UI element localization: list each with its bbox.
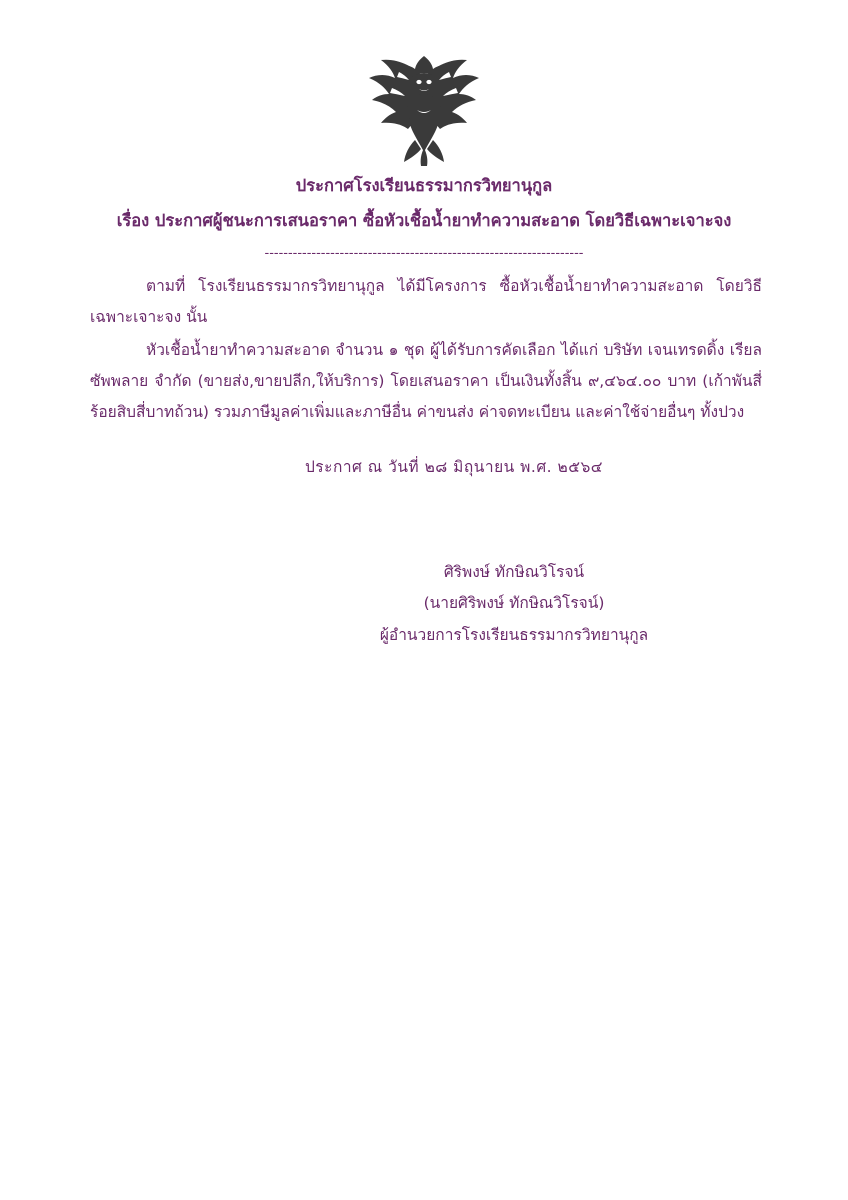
emblem-container — [72, 48, 776, 168]
document-subtitle: เรื่อง ประกาศผู้ชนะการเสนอราคา ซื้อหัวเชื้อน้ำยาทำความสะอาด โดยวิธีเฉพาะเจาะจง — [116, 210, 732, 230]
document-body — [72, 271, 776, 428]
paragraph-2: หัวเชื้อน้ำยาทำความสะอาด จำนวน ๑ ชุด ผู้ได้รับการคัดเลือก ได้แก่ บริษัท เจนเทรดดิ้ง เรียล ซัพพลาย จำกัด (ขายส่ง,ขายปลีก,ให้บริการ) โดยเสนอราคา เป็นเงินทั้งสิ้น ๙,๔๖๔.๐๐ บาท (เก้าพันสี่ร้อยสิบสี่บาทถ้วน) รวมภาษีมูลค่าเพิ่มและภาษีอื่น ค่าขนส่ง ค่าจดทะเบียน และค่าใช้จ่ายอื่นๆ ทั้งปวง — [90, 340, 762, 421]
signature-block — [72, 557, 776, 652]
signature-position: ผู้อำนวยการโรงเรียนธรรมากรวิทยานุกูล — [379, 626, 649, 645]
garuda-emblem-icon — [359, 48, 489, 168]
signature-name: ศิริพงษ์ ทักษิณวิโรจน์ — [443, 562, 585, 581]
page-title: ประกาศโรงเรียนธรรมากรวิทยานุกูล — [295, 176, 553, 195]
signature-name-parenthesis: (นายศิริพงษ์ ทักษิณวิโรจน์) — [423, 594, 605, 613]
divider: -------------------------------------------------------------------- — [264, 245, 584, 261]
announcement-date: ประกาศ ณ วันที่ ๒๘ มิถุนายน พ.ศ. ๒๕๖๔ — [304, 457, 604, 476]
page-bottom-spacer — [72, 652, 776, 653]
paragraph-1: ตามที่ โรงเรียนธรรมากรวิทยานุกูล ได้มีโครงการ ซื้อหัวเชื้อน้ำยาทำความสะอาด โดยวิธีเฉพาะเจาะจง นั้น — [90, 276, 762, 326]
